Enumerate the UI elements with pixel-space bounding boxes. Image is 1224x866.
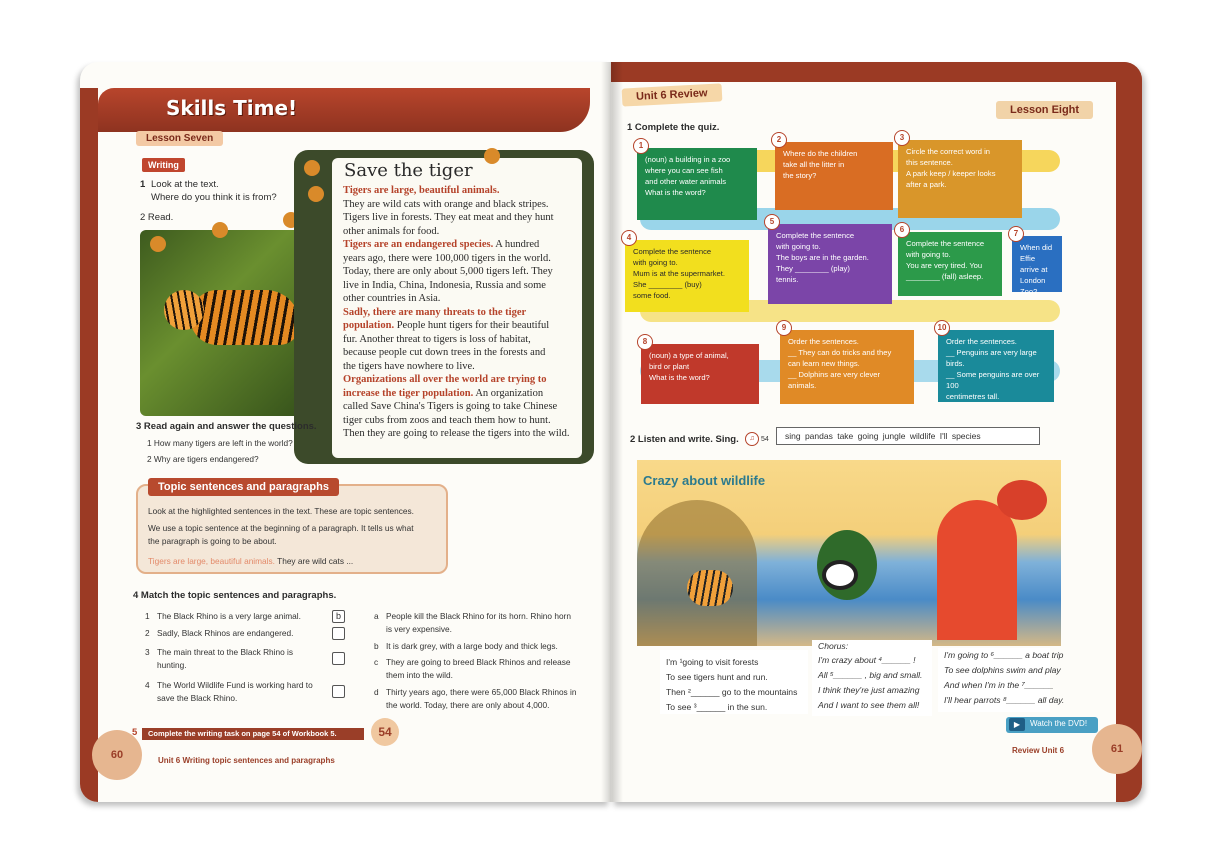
lyric-line: I'm ¹going to visit forests bbox=[666, 657, 759, 667]
story-sentence: Today, there are only about 5,000 tigers left. They bbox=[343, 266, 553, 277]
quiz-card-text: They ________ (play) bbox=[776, 264, 850, 273]
paw-print-icon bbox=[304, 160, 320, 176]
quiz-card-number: 9 bbox=[776, 320, 792, 336]
task3-text: 3 Read again and answer the questions. bbox=[136, 421, 317, 432]
quiz-card-text: where you can see fish bbox=[645, 166, 723, 175]
story-sentence: Then they are going to release the tigers into the wild. bbox=[343, 428, 570, 439]
match-left-number: 1 bbox=[145, 611, 150, 621]
task5-number: 5 bbox=[132, 727, 138, 738]
lyric-line: To see dolphins swim and play bbox=[944, 665, 1061, 675]
story-line bbox=[343, 238, 587, 252]
paw-print-icon bbox=[308, 186, 324, 202]
quiz-card-text: A park keep / keeper looks bbox=[906, 169, 996, 178]
match-left-sentence: The World Wildlife Fund is working hard to bbox=[157, 680, 313, 690]
story-sentence: live in India, China, Indonesia, Russia and some bbox=[343, 279, 546, 291]
chorus-label: Chorus: bbox=[818, 641, 849, 651]
story-line bbox=[343, 346, 587, 360]
quiz-card-number: 8 bbox=[637, 334, 653, 350]
quiz-card-number: 2 bbox=[771, 132, 787, 148]
quiz-card-10 bbox=[938, 330, 1054, 402]
story-line bbox=[343, 373, 587, 387]
story-line bbox=[343, 265, 587, 279]
quiz-card-3 bbox=[898, 140, 1022, 218]
quiz-card-text: (noun) a type of animal, bbox=[649, 351, 729, 360]
chorus-line: All ⁵______ , big and small. bbox=[818, 670, 923, 680]
quiz-card-number: 4 bbox=[621, 230, 637, 246]
story-line bbox=[343, 292, 587, 306]
child-with-binoculars bbox=[937, 500, 1017, 640]
story-sentence: the tigers have nowhere to live. bbox=[343, 360, 475, 372]
story-sentence: They are wild cats with orange and black stripes. bbox=[343, 198, 549, 210]
book-spine bbox=[601, 62, 623, 802]
quiz-card-text: The boys are in the garden. bbox=[776, 253, 869, 262]
unit-tag: Unit 6 Review bbox=[622, 83, 722, 106]
lyric-line: And when I'm in the ⁷______ bbox=[944, 680, 1054, 690]
song-title: Crazy about wildlife bbox=[643, 473, 766, 488]
task3-question-1: 1 How many tigers are left in the world? bbox=[147, 438, 293, 448]
quiz-card-2 bbox=[775, 142, 893, 210]
story-sentence: An organization bbox=[473, 387, 544, 399]
quiz-card-text: can learn new things. bbox=[788, 359, 860, 368]
quiz-card-text: and other water animals bbox=[645, 177, 727, 186]
page-number-right: 61 bbox=[1092, 724, 1142, 774]
right-footer: Review Unit 6 bbox=[1012, 746, 1065, 755]
audio-track-icon[interactable]: ♫ bbox=[745, 432, 759, 446]
chorus-line: I'm crazy about ⁴______ ! bbox=[818, 655, 916, 665]
quiz-card-5 bbox=[768, 224, 892, 304]
answer-box[interactable]: b bbox=[332, 610, 345, 623]
quiz-card-text: the story? bbox=[783, 171, 817, 180]
story-sentence: other animals for food. bbox=[343, 225, 440, 237]
quiz-card-number: 3 bbox=[894, 130, 910, 146]
right-page-border bbox=[1116, 62, 1142, 802]
tiger-cub bbox=[687, 570, 733, 606]
story-line bbox=[343, 252, 587, 266]
quiz-card-7 bbox=[1012, 236, 1062, 296]
chorus-line: I think they're just amazing bbox=[818, 685, 920, 695]
quiz-card-text: some food. bbox=[633, 291, 671, 300]
topic-sentence: Tigers are an endangered species. bbox=[343, 239, 494, 250]
right-page-top-border bbox=[611, 62, 1142, 82]
story-line bbox=[343, 319, 587, 333]
story-sentence: A hundred bbox=[493, 239, 540, 250]
match-left-sentence: save the Black Rhino. bbox=[157, 693, 238, 703]
quiz-card-text: Complete the sentence bbox=[776, 231, 855, 240]
page-number-left: 60 bbox=[92, 730, 142, 780]
match-right-paragraph: is very expensive. bbox=[386, 624, 452, 634]
panda bbox=[822, 560, 858, 590]
match-right-paragraph: They are going to breed Black Rhinos and release bbox=[386, 657, 571, 667]
quiz-card-6 bbox=[898, 232, 1002, 296]
story-line bbox=[343, 427, 587, 441]
story-line bbox=[343, 400, 587, 414]
quiz-card-text: with going to. bbox=[776, 242, 821, 251]
tiger-head bbox=[164, 290, 204, 330]
match-left-number: 3 bbox=[145, 647, 150, 657]
story-sentence: tiger cubs from zoos and teach them how to hunt. bbox=[343, 414, 551, 426]
match-right-letter: b bbox=[374, 641, 379, 651]
quiz-card-text: animals. bbox=[788, 381, 817, 390]
quiz-card-text: after a park. bbox=[906, 180, 947, 189]
quiz-card-text: She ________ (buy) bbox=[633, 280, 702, 289]
match-left-sentence: The Black Rhino is a very large animal. bbox=[157, 611, 301, 621]
quiz-card-text: Order the sentences. bbox=[788, 337, 859, 346]
task1-number: 1 bbox=[140, 179, 146, 190]
topic-tag: Topic sentences and paragraphs bbox=[148, 478, 339, 496]
story-line bbox=[343, 211, 587, 225]
quiz-card-text: __ Dolphins are very clever bbox=[788, 370, 881, 379]
quiz-card-text: __ They can do tricks and they bbox=[788, 348, 892, 357]
track-number: 54 bbox=[761, 436, 769, 443]
match-right-paragraph: It is dark grey, with a large body and thick legs. bbox=[386, 641, 558, 651]
quiz-card-8 bbox=[641, 344, 759, 404]
story-line bbox=[343, 333, 587, 347]
quiz-card-number: 5 bbox=[764, 214, 780, 230]
quiz-card-text: Complete the sentence bbox=[633, 247, 712, 256]
answer-box[interactable] bbox=[332, 652, 345, 665]
play-icon: ▶ bbox=[1009, 718, 1025, 731]
verse-1 bbox=[666, 655, 797, 715]
quiz-card-number: 7 bbox=[1008, 226, 1024, 242]
chorus-line: And I want to see them all! bbox=[818, 700, 920, 710]
match-left-sentence: hunting. bbox=[157, 660, 187, 670]
quiz-card-text: What is the word? bbox=[649, 373, 710, 382]
workbook-page-badge: 54 bbox=[371, 718, 399, 746]
story-sentence: because people cut down trees in the forests and bbox=[343, 347, 546, 358]
parrot bbox=[997, 480, 1047, 520]
quiz-card-number: 10 bbox=[934, 320, 950, 336]
quiz-card-text: centimetres tall. bbox=[946, 392, 1000, 401]
quiz-card-text: __ Some penguins are over 100 bbox=[946, 370, 1040, 390]
story-line bbox=[343, 225, 587, 239]
quiz-card-text: take all the litter in bbox=[783, 160, 845, 169]
topic-sentence: increase the tiger population. bbox=[343, 387, 474, 399]
verse-2 bbox=[944, 648, 1064, 708]
story-line bbox=[343, 279, 587, 293]
quiz-card-text: with going to. bbox=[906, 250, 951, 259]
story-sentence: Tigers live in forests. They eat meat and they hunt bbox=[343, 212, 554, 223]
tiger-body bbox=[190, 290, 300, 345]
lyric-line: To see tigers hunt and run. bbox=[666, 672, 768, 682]
quiz-card-4 bbox=[625, 240, 749, 312]
banner-title: Skills Time! bbox=[166, 96, 298, 120]
topic-line-2: We use a topic sentence at the beginning of a paragraph. It tells us what bbox=[148, 523, 414, 533]
match-right-paragraph: the world. Today, there are only about 4,000. bbox=[386, 700, 550, 710]
watch-dvd-label: Watch the DVD! bbox=[1030, 719, 1088, 728]
task2-text: 2 Read. bbox=[140, 212, 174, 223]
story-line bbox=[343, 360, 587, 374]
quiz-card-text: London Zoo? bbox=[1020, 276, 1046, 296]
task2-right-text: 2 Listen and write. Sing. bbox=[630, 434, 739, 445]
story-sentence: years ago, there were 100,000 tigers in the world. bbox=[343, 252, 551, 264]
left-page-border bbox=[80, 88, 98, 802]
left-footer: Unit 6 Writing topic sentences and paragraphs bbox=[158, 756, 335, 765]
paw-print-icon bbox=[150, 236, 166, 252]
task4-text: 4 Match the topic sentences and paragraphs. bbox=[133, 590, 337, 601]
quiz-card-text: Circle the correct word in bbox=[906, 147, 990, 156]
quiz-card-text: When did bbox=[1020, 243, 1053, 252]
quiz-card-text: with going to. bbox=[633, 258, 678, 267]
quiz-card-9 bbox=[780, 330, 914, 404]
word-bank: sing pandas take going jungle wildlife I'll species bbox=[776, 427, 1040, 445]
match-right-paragraph: them into the wild. bbox=[386, 670, 453, 680]
task1-text-b: Where do you think it is from? bbox=[151, 192, 277, 203]
match-left-sentence: The main threat to the Black Rhino is bbox=[157, 647, 294, 657]
match-right-paragraph: People kill the Black Rhino for its horn. Rhino horn bbox=[386, 611, 571, 621]
story-line bbox=[343, 306, 587, 320]
quiz-card-text: tennis. bbox=[776, 275, 799, 284]
quiz-card-text: Effie arrive at bbox=[1020, 254, 1048, 274]
story-line bbox=[343, 387, 587, 401]
story-text bbox=[343, 184, 587, 441]
story-line bbox=[343, 184, 587, 198]
answer-box[interactable] bbox=[332, 627, 345, 640]
story-line bbox=[343, 414, 587, 428]
match-right-letter: a bbox=[374, 611, 379, 621]
match-right-paragraph: Thirty years ago, there were 65,000 Black Rhinos in bbox=[386, 687, 577, 697]
lesson-tag: Lesson Seven bbox=[136, 131, 223, 146]
quiz-card-text: __ Penguins are very large birds. bbox=[946, 348, 1037, 368]
answer-box[interactable] bbox=[332, 685, 345, 698]
paw-print-icon bbox=[484, 148, 500, 164]
lyric-line: I'm going to ⁶______ a boat trip bbox=[944, 650, 1064, 660]
story-line bbox=[343, 198, 587, 212]
quiz-card-text: ________ (fall) asleep. bbox=[906, 272, 984, 281]
topic-sentence: population. bbox=[343, 320, 395, 331]
chorus bbox=[818, 653, 922, 713]
quiz-card-text: You are very tired. You bbox=[906, 261, 983, 270]
topic-example: Tigers are large, beautiful animals. They are wild cats ... bbox=[148, 556, 354, 566]
quiz-card-text: bird or plant bbox=[649, 362, 690, 371]
watch-dvd-button[interactable] bbox=[1006, 717, 1098, 733]
quiz-card-text: Mum is at the supermarket. bbox=[633, 269, 726, 278]
story-sentence: fur. Another threat to tigers is loss of habitat, bbox=[343, 333, 531, 345]
lyric-line: Then ²______ go to the mountains bbox=[666, 687, 798, 697]
match-right-letter: d bbox=[374, 687, 379, 697]
story-sentence: other countries in Asia. bbox=[343, 293, 441, 304]
topic-sentence: Tigers are large, beautiful animals. bbox=[343, 185, 500, 196]
match-left-number: 2 bbox=[145, 628, 150, 638]
quiz-card-text: Complete the sentence bbox=[906, 239, 985, 248]
story-sentence: People hunt tigers for their beautiful bbox=[394, 320, 550, 331]
lyric-line: I'll hear parrots ⁸______ all day. bbox=[944, 695, 1065, 705]
writing-tag: Writing bbox=[142, 158, 185, 172]
story-sentence: called Save China's Tigers is going to take Chinese bbox=[343, 401, 558, 412]
match-left-sentence: Sadly, Black Rhinos are endangered. bbox=[157, 628, 294, 638]
quiz-card-text: Where do the children bbox=[783, 149, 858, 158]
task5-bar: Complete the writing task on page 54 of Workbook 5. bbox=[142, 728, 364, 740]
paw-print-icon bbox=[212, 222, 228, 238]
topic-line-1: Look at the highlighted sentences in the text. These are topic sentences. bbox=[148, 506, 414, 516]
quiz-card-text: What is the word? bbox=[645, 188, 706, 197]
story-title: Save the tiger bbox=[344, 160, 473, 181]
quiz-card-text: Order the sentences. bbox=[946, 337, 1017, 346]
quiz-card-number: 1 bbox=[633, 138, 649, 154]
topic-sentence: Sadly, there are many threats to the tiger bbox=[343, 306, 527, 318]
lyric-line: To see ³______ in the sun. bbox=[666, 702, 768, 712]
task1-text-a: Look at the text. bbox=[151, 179, 219, 190]
match-right-letter: c bbox=[374, 657, 379, 667]
quiz-card-text: this sentence. bbox=[906, 158, 953, 167]
topic-sentence: Organizations all over the world are trying to bbox=[343, 374, 547, 385]
quiz-card-text: (noun) a building in a zoo bbox=[645, 155, 731, 164]
topic-line-3: the paragraph is going to be about. bbox=[148, 536, 277, 546]
quiz-card-number: 6 bbox=[894, 222, 910, 238]
quiz-card-1 bbox=[637, 148, 757, 220]
quiz-instruction: 1 Complete the quiz. bbox=[627, 122, 720, 133]
task3-question-2: 2 Why are tigers endangered? bbox=[147, 454, 259, 464]
match-left-number: 4 bbox=[145, 680, 150, 690]
lesson-tag-right: Lesson Eight bbox=[996, 101, 1093, 119]
